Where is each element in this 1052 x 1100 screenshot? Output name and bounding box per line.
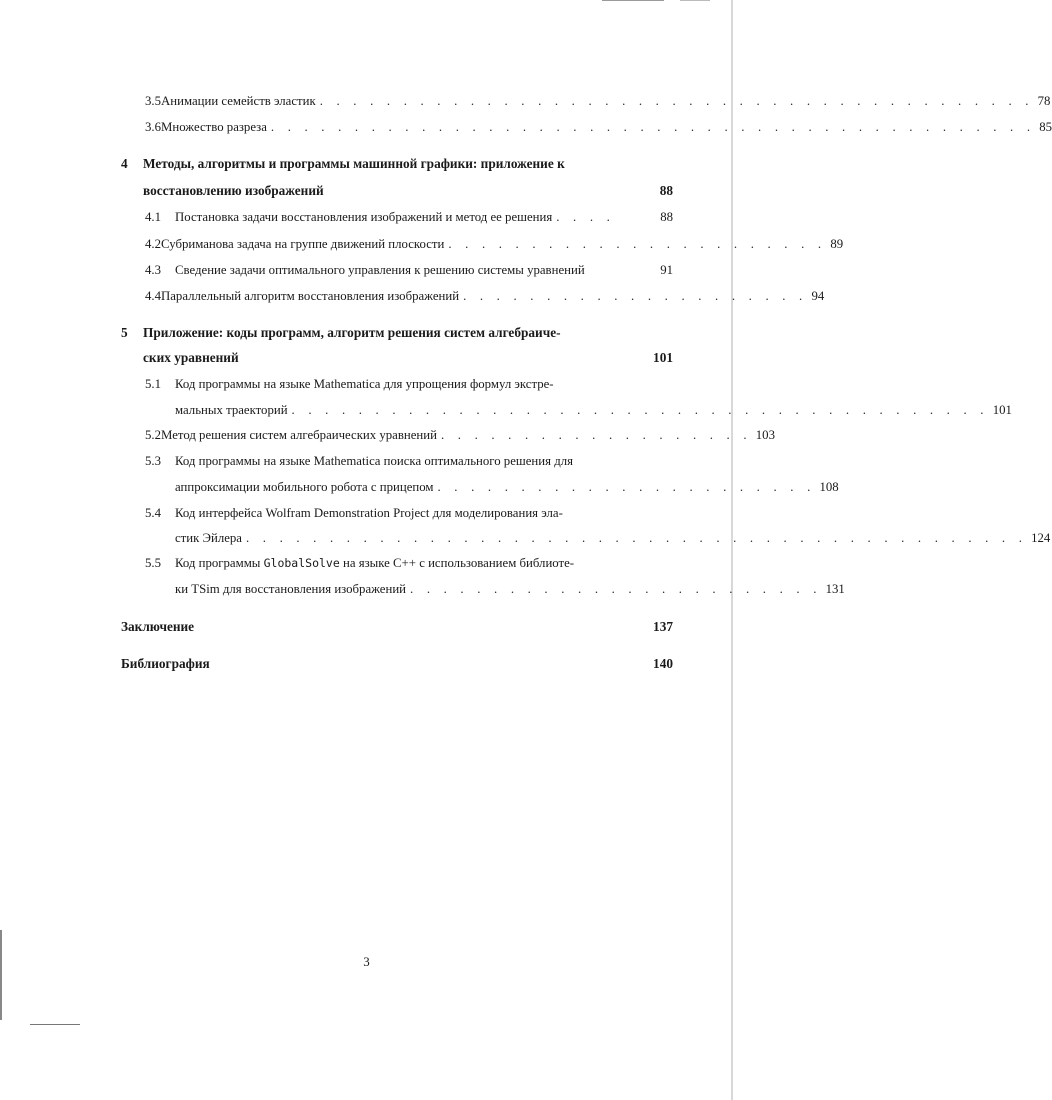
toc-chapter-4-line1[interactable] (121, 156, 673, 172)
toc-entry-5-3-cont[interactable] (175, 479, 839, 495)
section-title: Параллельный алгоритм восстановления изображений (161, 289, 460, 303)
scan-artifact-left-edge (0, 930, 2, 1020)
toc-entry-4-3[interactable] (145, 262, 673, 278)
toc-conclusion[interactable] (121, 619, 673, 635)
section-title: Постановка задачи восстановления изображений и метод ее решения (175, 210, 553, 224)
section-title-line1: Код программы на языке Mathematica поиска оптимального решения для (175, 454, 573, 468)
conclusion-title: Заключение (121, 619, 195, 634)
toc-entry-5-1-cont[interactable] (175, 402, 1012, 418)
toc-entry-4-2[interactable] (145, 236, 844, 252)
section-number: 4.1 (145, 210, 161, 224)
page-ref: 103 (755, 428, 775, 442)
chapter-number: 5 (121, 325, 128, 340)
page-ref: 89 (830, 237, 844, 251)
toc-entry-5-1[interactable] (145, 376, 673, 392)
section-title-line1 (175, 555, 574, 571)
section-title: Множество разреза (161, 120, 267, 134)
chapter-title-line1: Методы, алгоритмы и программы машинной графики: приложение к (143, 156, 565, 171)
section-title-suffix: на языке C++ с использованием библиоте- (339, 556, 575, 570)
toc-entry-4-1[interactable] (145, 209, 673, 225)
section-number: 3.6 (145, 120, 161, 134)
section-number: 5.2 (145, 428, 161, 442)
page-ref: 88 (660, 210, 673, 224)
toc-entry-5-2[interactable] (145, 427, 775, 443)
section-title: Субриманова задача на группе движений плоскости (161, 237, 445, 251)
scan-artifact-top-line (602, 0, 664, 1)
dot-leader: . . . . . . . . . . . . . . . . . . . . . . . (448, 237, 827, 251)
page-ref: 108 (819, 480, 839, 494)
chapter-page-ref: 88 (659, 183, 673, 198)
chapter-number: 4 (121, 156, 128, 171)
toc-chapter-4-line2[interactable] (143, 183, 673, 199)
section-title-line2: мальных траекторий (175, 403, 288, 417)
dot-leader: . . . . . . . . . . . . . . . . . . . (440, 428, 752, 442)
toc-chapter-5-line2[interactable] (143, 350, 673, 366)
toc-entry-4-4[interactable] (145, 288, 825, 304)
toc-entry-3-5[interactable] (145, 93, 1051, 109)
toc-entry-5-5-cont[interactable] (175, 581, 845, 597)
toc-entry-5-5[interactable] (145, 555, 673, 571)
chapter-page-ref: 101 (653, 350, 673, 365)
section-title: Анимации семейств эластик (161, 94, 316, 108)
scan-artifact-bottom-line (30, 1024, 80, 1025)
chapter-title-line2: восстановлению изображений (143, 183, 324, 198)
section-number: 5.5 (145, 556, 161, 570)
page-ref: 140 (653, 656, 673, 671)
section-number: 4.4 (145, 289, 161, 303)
code-identifier: GlobalSolve (263, 556, 340, 570)
dot-leader: . . . . . . . . . . . . . . . . . . . . . . . (437, 480, 816, 494)
section-title-line2: аппроксимации мобильного робота с прицепом (175, 480, 434, 494)
section-number: 5.3 (145, 454, 161, 468)
dot-leader: . . . . . . . . . . . . . . . . . . . . . (463, 289, 808, 303)
section-title-line2: стик Эйлера (175, 531, 242, 545)
page-ref: 101 (992, 403, 1012, 417)
toc-entry-5-4[interactable] (145, 505, 673, 521)
section-number: 5.4 (145, 506, 161, 520)
section-title-line1: Код программы на языке Mathematica для упрощения формул экстре- (175, 377, 554, 391)
page-ref: 131 (825, 582, 845, 596)
dot-leader: . . . . . . . . . . . . . . . . . . . . . . . . . (410, 582, 822, 596)
section-title: Метод решения систем алгебраических уравнений (161, 428, 437, 442)
section-title-prefix: Код программы (175, 556, 264, 570)
page-ref: 124 (1031, 531, 1051, 545)
page-ref: 85 (1039, 120, 1052, 134)
chapter-title-line1: Приложение: коды программ, алгоритм решения систем алгебраиче- (143, 325, 561, 340)
page-number: 3 (363, 954, 370, 969)
chapter-title-line2: ских уравнений (143, 350, 239, 365)
toc-entry-5-3[interactable] (145, 453, 673, 469)
dot-leader: . . . . (556, 210, 616, 224)
section-number: 4.3 (145, 263, 161, 277)
dot-leader: . . . . . . . . . . . . . . . . . . . . . . . . . . . . . . . . . . . . . . . . . . (291, 403, 989, 417)
page-ref: 137 (653, 619, 673, 634)
toc-chapter-5-line1[interactable] (121, 325, 673, 341)
page-ref: 94 (811, 289, 825, 303)
scan-artifact-top-line-2 (680, 0, 710, 1)
scan-artifact-right-edge (731, 0, 733, 1100)
section-title-line2: ки TSim для восстановления изображений (175, 582, 407, 596)
section-title: Сведение задачи оптимального управления к решению системы уравнений (175, 263, 585, 277)
dot-leader: . . . . . . . . . . . . . . . . . . . . . . . . . . . . . . . . . . . . . . . . . . . . . . (270, 120, 1036, 134)
dot-leader: . . . . . . . . . . . . . . . . . . . . . . . . . . . . . . . . . . . . . . . . . . . . . . . (245, 531, 1028, 545)
page-ref: 78 (1037, 94, 1051, 108)
toc-entry-3-6[interactable] (145, 119, 1052, 135)
dot-leader: . . . . . . . . . . . . . . . . . . . . . . . . . . . . . . . . . . . . . . . . . . . (319, 94, 1034, 108)
section-number: 3.5 (145, 94, 161, 108)
page-ref: 91 (660, 263, 673, 277)
section-title-line1: Код интерфейса Wolfram Demonstration Project для моделирования эла- (175, 506, 563, 520)
section-number: 5.1 (145, 377, 161, 391)
toc-bibliography[interactable] (121, 656, 673, 672)
bibliography-title: Библиография (121, 656, 210, 671)
toc-entry-5-4-cont[interactable] (175, 530, 1051, 546)
section-number: 4.2 (145, 237, 161, 251)
